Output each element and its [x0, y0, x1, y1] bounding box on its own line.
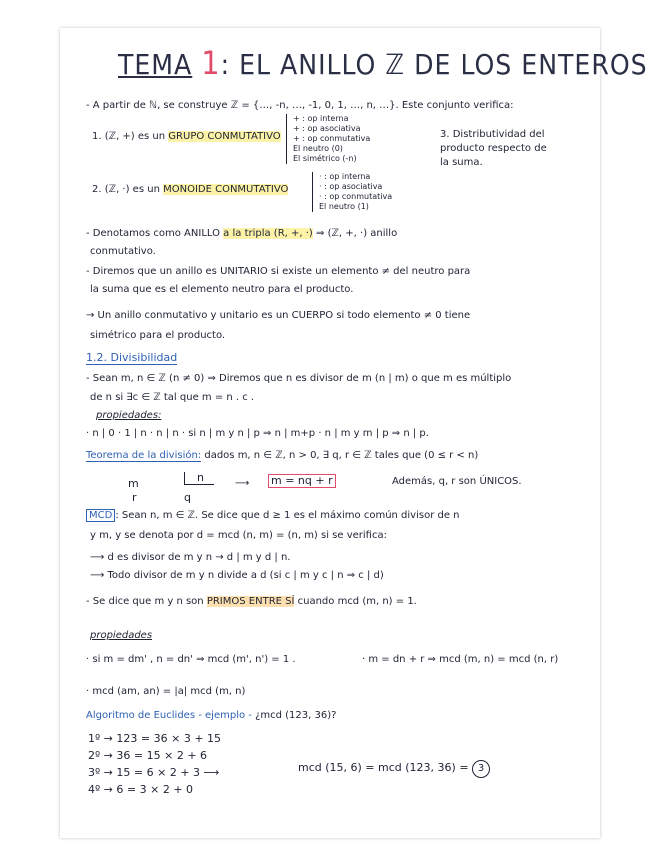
item1-prop: + : op asociativa: [293, 124, 361, 133]
item2-prop: El neutro (1): [319, 202, 369, 211]
primos-highlight: PRIMOS ENTRE SÍ: [206, 596, 295, 607]
mcd-property-c: · mcd (am, an) = |a| mcd (m, n): [86, 686, 246, 697]
step-equation: 6 = 3 × 2 + 0: [116, 783, 194, 796]
item1-label-text: 1. (ℤ, +) es un: [92, 131, 166, 142]
intro-line: - A partir de ℕ, se construye ℤ = {…, -n, …, -1, 0, 1, …, n, …}. Este conjunto verifica:: [86, 100, 514, 111]
divisor-def-line1: - Sean m, n ∈ ℤ (n ≠ 0) ⇒ Diremos que n es divisor de m (n | m) o que m es múltiplo: [86, 373, 512, 384]
step-equation: 36 = 15 × 2 + 6: [116, 749, 208, 762]
item2-label: [92, 184, 288, 196]
div-diagram-equation: m = nq + r: [268, 474, 336, 488]
item2-prop: · : op interna: [319, 172, 371, 181]
div-diagram-m: m: [128, 477, 139, 490]
euclides-steps: [88, 730, 221, 798]
para-cuerpo-line1: → Un anillo conmutativo y unitario es un CUERPO si todo elemento ≠ 0 tiene: [86, 310, 471, 321]
euclides-step: [88, 781, 221, 798]
euclides-step: [88, 747, 221, 764]
primos-line: [86, 596, 417, 608]
mcd-def-text: : Sean n, m ∈ ℤ. Se dice que d ≥ 1 es el máximo común divisor de n: [115, 510, 460, 521]
item2-highlight: MONOIDE CONMUTATIVO: [163, 184, 289, 195]
para-anillo-text: - Denotamos como ANILLO: [86, 228, 220, 239]
step-number: 4º →: [88, 783, 113, 796]
step-number: 3º →: [88, 766, 113, 779]
div-diagram-r: r: [132, 491, 137, 504]
item2-prop: · : op conmutativa: [319, 192, 393, 201]
properties-line: · n | 0 · 1 | n · n | n · si n | m y n | p ⇒ n | m+p · n | m y m | p ⇒ n | p.: [86, 428, 429, 439]
euclides-result: [298, 760, 490, 778]
item2-prop: · : op asociativa: [319, 182, 383, 191]
mcd-def-line2: y m, y se denota por d = mcd (n, m) = (n, m) si se verifica:: [90, 530, 387, 541]
mcd-condition-1-text: d es divisor de m y n → d | m y d | n.: [107, 552, 291, 563]
euclides-highlight: Algoritmo de Euclides: [86, 710, 196, 721]
teorema-highlight: Teorema de la división:: [86, 450, 202, 461]
properties-heading: propiedades:: [96, 410, 162, 421]
para-cuerpo-line2: simétrico para el producto.: [90, 330, 226, 341]
item1-prop: + : op conmutativa: [293, 134, 371, 143]
euclides-step: [88, 730, 221, 747]
para-anillo-line2: conmutativo.: [90, 246, 156, 257]
mcd-property-b: · m = dn + r ⇒ mcd (m, n) = mcd (n, r): [362, 654, 559, 665]
step-equation: 123 = 36 × 3 + 15: [116, 732, 222, 745]
properties2-heading: propiedades: [90, 630, 153, 641]
item1-prop: El neutro (0): [293, 144, 343, 153]
item1-prop: El simétrico (-n): [293, 154, 357, 163]
item1-prop: + : op interna: [293, 114, 349, 123]
item1-side: [440, 128, 547, 170]
mcd-condition-2-text: Todo divisor de m y n divide a d (si c | m y c | n ⇒ c | d): [107, 570, 384, 581]
para-anillo: [86, 228, 397, 240]
title-number: 1: [201, 44, 221, 82]
div-diagram-unicos: Además, q, r son ÚNICOS.: [392, 476, 522, 487]
para-anillo-highlight: a la tripla (R, +, ·): [223, 228, 313, 239]
result-text: mcd (15, 6) = mcd (123, 36) =: [298, 761, 469, 774]
item2-label-text: 2. (ℤ, ·) es un: [92, 184, 160, 195]
euclides-step: 3º → 15 = 6 × 2 + 3 ⟶: [88, 766, 220, 779]
primos-text-a: - Se dice que m y n son: [86, 596, 204, 607]
div-diagram-n: n: [184, 472, 214, 485]
euclides-question: ¿mcd (123, 36)?: [255, 710, 337, 721]
item1-label: [92, 131, 281, 143]
div-diagram-q: q: [184, 491, 191, 504]
primos-text-b: cuando mcd (m, n) = 1.: [297, 596, 417, 607]
teorema-line: [86, 450, 478, 462]
mcd-property-a: · si m = dm' , n = dn' ⇒ mcd (m', n') = 1 .: [86, 654, 296, 665]
item1-highlight: GRUPO CONMUTATIVO: [168, 131, 281, 142]
title-rest: : EL ANILLO ℤ DE LOS ENTEROS: [220, 48, 648, 81]
step-equation: 15 = 6 × 2 + 3: [116, 766, 201, 779]
page-title: [118, 44, 648, 82]
mcd-condition-2: ⟶ Todo divisor de m y n divide a d (si c | m y c | n ⇒ c | d): [90, 570, 384, 581]
mcd-condition-1: ⟶ d es divisor de m y n → d | m y d | n.: [90, 552, 291, 563]
section-heading: 1.2. Divisibilidad: [86, 351, 178, 364]
div-diagram-arrow: ⟶: [235, 478, 250, 489]
item1-side-line: 3. Distributividad del: [440, 129, 545, 140]
euclides-line: [86, 710, 336, 722]
euclides-example-label: - ejemplo -: [198, 710, 252, 721]
step-number: 1º →: [88, 732, 113, 745]
item2-props: [312, 172, 392, 212]
para-unitario-line2: la suma que es el elemento neutro para el producto.: [90, 284, 354, 295]
item1-props: [286, 114, 370, 164]
teorema-text: dados m, n ∈ ℤ, n > 0, ∃ q, r ∈ ℤ tales que (0 ≤ r < n): [204, 450, 479, 461]
mcd-def-line1: [86, 510, 460, 522]
title-tema: TEMA: [118, 48, 193, 81]
item1-side-line: la suma.: [440, 157, 483, 168]
step-number: 2º →: [88, 749, 113, 762]
para-unitario-line1: - Diremos que un anillo es UNITARIO si existe un elemento ≠ del neutro para: [86, 266, 471, 277]
para-anillo-rest: ⇒ (ℤ, +, ·) anillo: [316, 228, 398, 239]
mcd-tag: MCD: [86, 509, 115, 522]
divisor-def-line2: de n si ∃c ∈ ℤ tal que m = n . c .: [90, 392, 255, 403]
result-value: 3: [472, 760, 490, 778]
item1-side-line: producto respecto de: [440, 143, 547, 154]
